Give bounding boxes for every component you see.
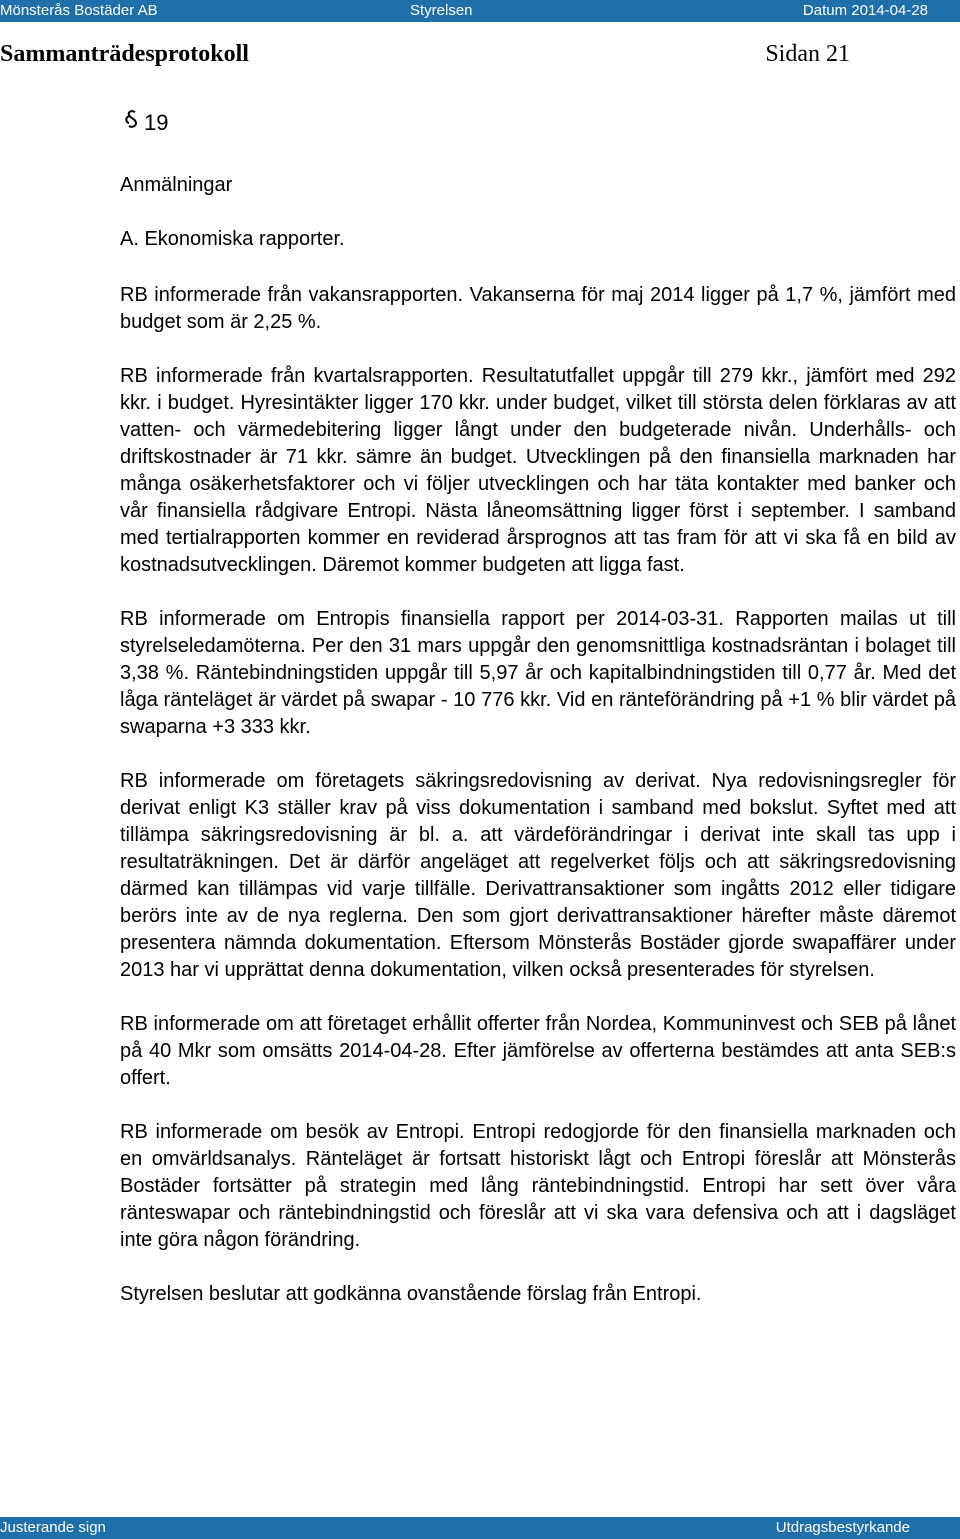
section-number: 19 [144, 110, 169, 135]
footer-right: Utdragsbestyrkande [775, 1519, 910, 1536]
paragraph-offerter: RB informerade om att företaget erhållit offerter från Nordea, Kommuninvest och SEB på lånet på 40 Mkr som omsätts 2014-04-28. Efter jämförelse av offerterna bestämdes att anta SEB:s offert. [120, 1013, 956, 1089]
paragraph-entropi-besok: RB informerade om besök av Entropi. Entropi redogjorde för den finansiella marknaden och en omvärldsanalys. Ränteläget är fortsatt historiskt lågt och Entropi föreslår att Mönsterås Bostäder fortsätter på strategin med lång räntebindningstid. Entropi har sett över våra ränteswapar och räntebindningstid och föreslår att vi ska vara defensiva och att i dagsläget inte göra någon förändring. [120, 1121, 956, 1251]
document-subheader [0, 32, 960, 76]
board-label: Styrelsen [410, 2, 473, 19]
footer-left: Justerande sign [0, 1519, 106, 1536]
paragraph-section-icon [120, 108, 144, 132]
header-date: Datum 2014-04-28 [802, 2, 928, 19]
document-title: Sammanträdesprotokoll [0, 41, 249, 67]
paragraph-sakringsredovisning: RB informerade om företagets säkringsredovisning av derivat. Nya redovisningsregler för derivat enligt K3 ställer krav på viss dokumentation i samband med bokslut. Syftet med att tillämpa säkringsredovisning är bl. a. att värdeförändringar i derivat inte skall tas upp i resultaträkningen. Det är därför angeläget att regelverket följs och att säkringsredovisning därmed kan tillämpas vid varje tillfälle. Derivattransaktioner som ingåtts 2012 eller tidigare berörs inte av de nya reglerna. Den som gjort derivattransaktioner härefter måste däremot presentera nämnda dokumentation. Eftersom Mönsterås Bostäder gjorde swapaffärer under 2013 har vi upprättat denna dokumentation, vilken också presenterades för styrelsen. [120, 770, 956, 981]
paragraph-kvartalsrapport: RB informerade från kvartalsrapporten. Resultatutfallet uppgår till 279 kkr., jämfört med 292 kkr. i budget. Hyresintäkter ligger 170 kkr. under budget, vilket till största delen förklaras av att vatten- och värmedebitering ligger långt under den budgeterade nivån. Underhålls- och driftskostnader är 71 kkr. sämre än budget. Utvecklingen på den finansiella marknaden har många osäkerhetsfaktorer och vi följer utvecklingen och har täta kontakter med banker och vår finansiella rådgivare Entropi. Nästa låneomsättning ligger först i september. I samband med tertialrapporten kommer en reviderad årsprognos att tas fram för att vi ska få en bild av kostnadsutvecklingen. Däremot kommer budgeten att ligga fast. [120, 365, 956, 576]
document-header-band [0, 0, 960, 22]
company-name: Mönsterås Bostäder AB [0, 2, 158, 19]
page-number: Sidan 21 [765, 41, 850, 67]
minutes-body [120, 282, 956, 1308]
section-subheading: A. Ekonomiska rapporter. [120, 228, 345, 250]
paragraph-vakansrapport: RB informerade från vakansrapporten. Vakanserna för maj 2014 ligger på 1,7 %, jämfört med budget som är 2,25 %. [120, 284, 956, 333]
paragraph-beslut: Styrelsen beslutar att godkänna ovanstående förslag från Entropi. [120, 1283, 702, 1305]
section-heading: Anmälningar [120, 174, 233, 196]
paragraph-entropi-rapport: RB informerade om Entropis finansiella rapport per 2014-03-31. Rapporten mailas ut till styrelseledamöterna. Per den 31 mars uppgår den genomsnittliga kostnadsräntan i bolaget till 3,38 %. Räntebindningstiden uppgår till 5,97 år och kapitalbindningstiden till 0,77 år. Med det låga ränteläget är värdet på swapar - 10 776 kkr. Vid en ränteförändring på +1 % blir värdet på swaparna +3 333 kkr. [120, 608, 956, 738]
document-footer-band [0, 1517, 960, 1539]
